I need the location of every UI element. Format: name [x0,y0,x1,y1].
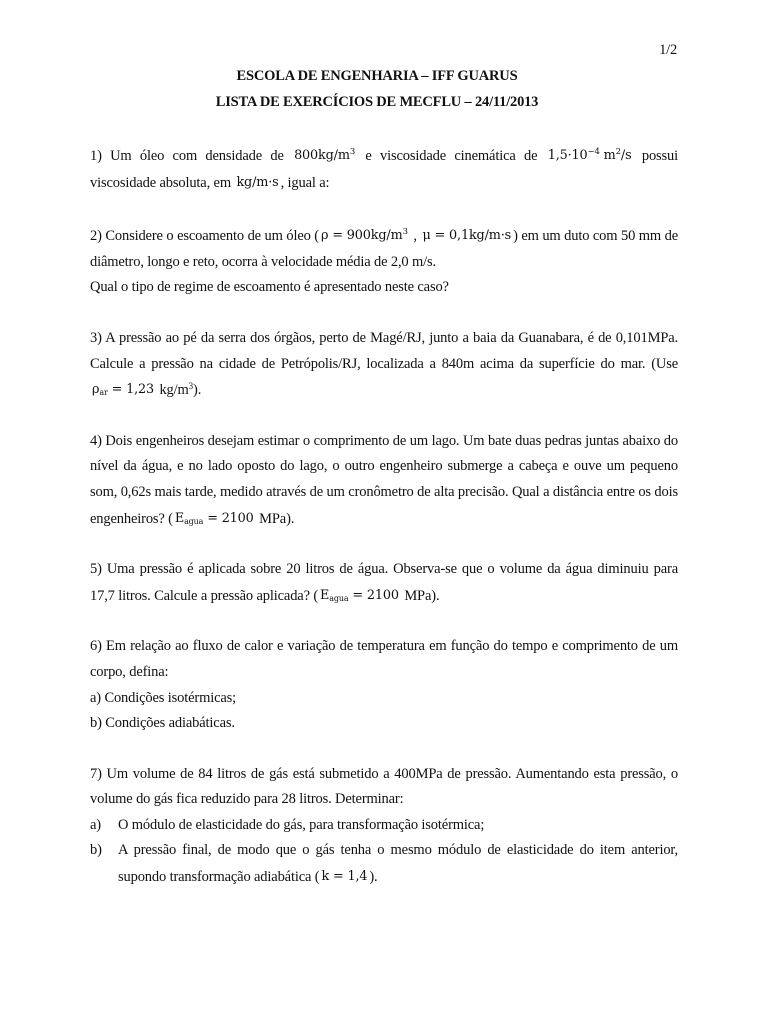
q5-e-formula: $E_{agua} = 2100$ [320,587,399,603]
q7-label-a: a) [90,816,101,833]
q2-rho-formula: $\rho = 900kg/m^3$ [321,227,408,244]
q5-text-2: MPa). [400,587,440,604]
q2-text-2: ) em um duto com 50 mm de diâmetro, longo e reto, ocorra à velocidade média de 2,0 m/s. [90,228,678,270]
q1-viscosity-formula: $1,5\cdot 10^{-4}$ $m^2/s$ [547,147,632,163]
q7-intro: 7) Um volume de 84 litros de gás está submetido a 400MPa de pressão. Aumentando esta pressão, o volume do gás fica reduzido para 28 litros. Determinar: [90,765,678,808]
q1-text-2: e viscosidade cinemática de [357,148,546,164]
q6-item-b: b) Condições adiabáticas. [90,715,235,732]
question-3 [90,326,678,404]
q7-item-a-text: O módulo de elasticidade do gás, para transformação isotérmica; [118,816,485,833]
q5-text-1: 5) Uma pressão é aplicada sobre 20 litros de água. Observa-se que o volume da água diminuiu para 17,7 litros. Calcule a pressão aplicada? ( [90,561,678,604]
q4-text-2: MPa). [255,510,295,527]
page-number: 1/2 [659,42,677,58]
q4-text-1: 4) Dois engenheiros desejam estimar o comprimento de um lago. Um bate duas pedras juntas abaixo do nível da água, e no lado oposto do lago, o outro engenheiro submerge a cabeça e ouve um pequeno som, 0,62s mais tarde, medido através de um cronômetro de alta precisão. Qual a distância entre os dois engenheiros? ( [90,432,678,527]
question-4 [90,429,678,532]
q7-item-b-text: A pressão final, de modo que o gás tenha o mesmo módulo de elasticidade do item anterior, supondo transformação adiabática ( k = 1,4 ). [118,838,678,890]
question-1 [90,143,678,196]
q6-intro: 6) Em relação ao fluxo de calor e variação de temperatura em função do tempo e comprimento de um corpo, defina: [90,638,678,680]
q1-text-1: 1) Um óleo com densidade de [90,148,293,164]
q3-unit-exp: 3 [188,381,194,392]
q2-question-line: Qual o tipo de regime de escoamento é apresentado neste caso? [90,279,449,296]
q2-comma: , [409,228,421,245]
q1-density-formula: $800kg/m^3$ [294,147,356,163]
q2-text-1: 2) Considere o escoamento de um óleo ( [90,228,319,245]
q4-e-formula: $E_{agua} = 2100$ [174,510,254,526]
q7-label-b: b) [90,842,102,859]
question-5 [90,557,678,609]
q3-text-2: ). [193,382,202,399]
q7-item-b [90,838,678,890]
question-7 [90,762,678,891]
school-title: ESCOLA DE ENGENHARIA – IFF GUARUS [236,68,518,84]
q3-text-1: 3) A pressão ao pé da serra dos órgãos, perto de Magé/RJ, junto a baia da Guanabara, é de 0,101MPa. Calcule a pressão na cidade de Petrópolis/RJ, localizada a 840m acima da superfície do mar. (Use [90,329,678,372]
q3-rho-formula: $\rho_{ar} = 1,23$ [92,382,154,398]
q7-k-formula: k = 1,4 [321,869,368,885]
q1-unit-formula: kg/m·s [236,174,279,190]
list-title: LISTA DE EXERCÍCIOS DE MECFLU – 24/11/2013 [215,94,539,110]
q1-text-4: , igual a: [280,174,330,191]
q1-text-3: possui viscosidade absoluta, em [90,148,679,191]
q6-item-a: a) Condições isotérmicas; [90,689,237,706]
exercise-list [90,143,678,916]
q7-item-a [90,813,678,839]
question-2 [90,223,678,301]
q3-unit: kg/m [155,382,189,399]
q2-mu-formula: μ = 0,1kg/m·s [422,228,512,244]
question-6 [90,634,678,736]
